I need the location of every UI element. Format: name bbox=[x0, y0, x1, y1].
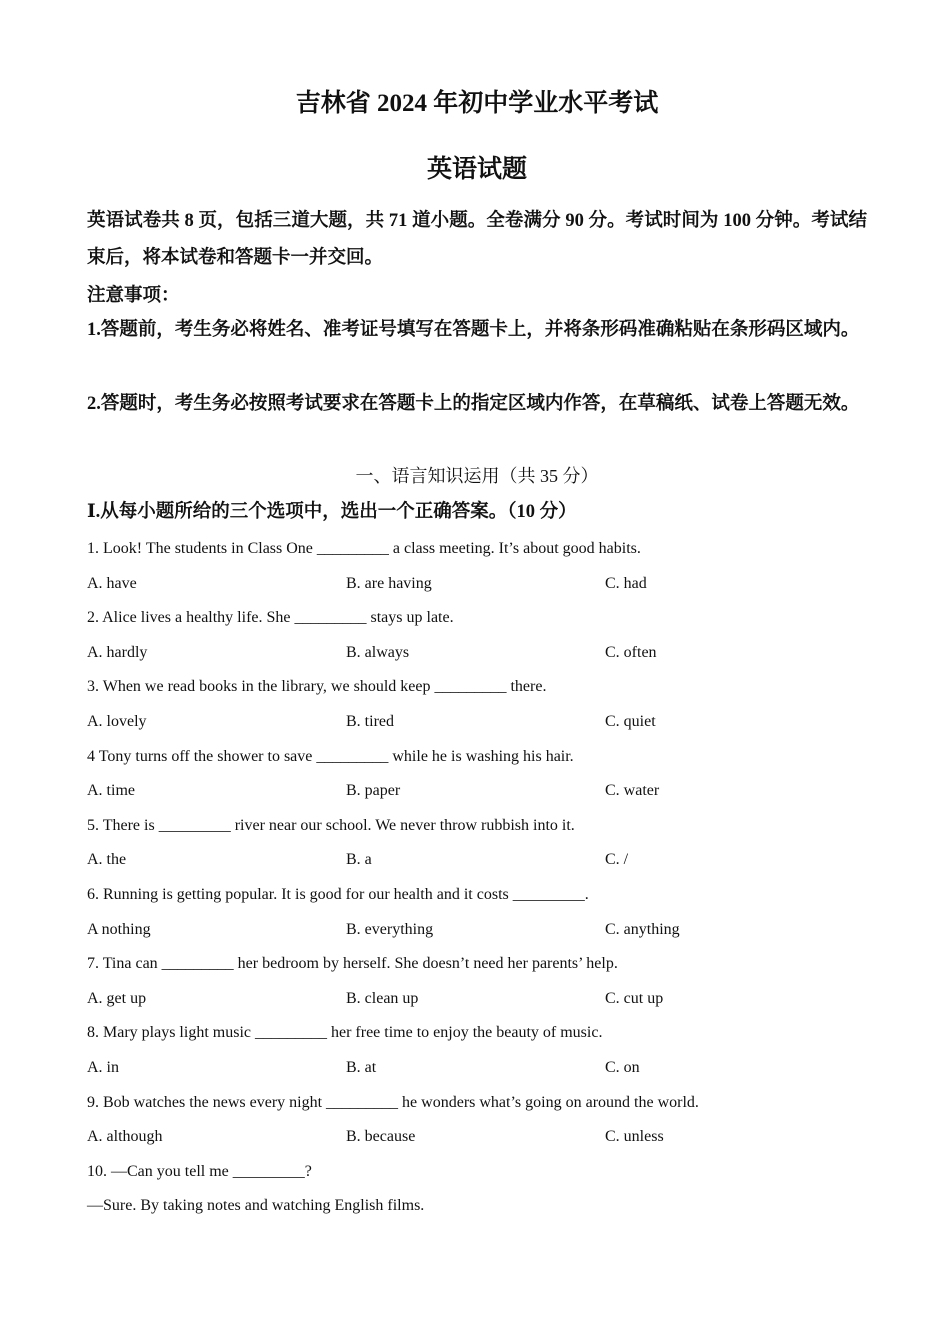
question-stem: 10. —Can you tell me _________? bbox=[87, 1162, 312, 1180]
question-stem: 2. Alice lives a healthy life. She _________ stays up late. bbox=[87, 609, 454, 627]
question-options bbox=[87, 1051, 867, 1086]
option-a: A. lovely bbox=[87, 712, 147, 730]
question-stem: 7. Tina can _________ her bedroom by herself. She doesn’t need her parents’ help. bbox=[87, 955, 618, 973]
question-options bbox=[87, 913, 867, 948]
option-b: B. tired bbox=[346, 712, 394, 730]
question-options bbox=[87, 843, 867, 878]
option-a: A. although bbox=[87, 1128, 163, 1146]
notice-heading: 注意事项： bbox=[87, 286, 180, 306]
question-stem: 6. Running is getting popular. It is good for our health and it costs _________. bbox=[87, 885, 589, 903]
option-a: A nothing bbox=[87, 920, 151, 938]
question-options bbox=[87, 1120, 867, 1155]
option-b: B. are having bbox=[346, 574, 432, 592]
option-c: C. anything bbox=[605, 920, 680, 938]
option-a: A. the bbox=[87, 851, 127, 869]
option-b: B. always bbox=[346, 643, 410, 661]
option-c: C. / bbox=[605, 851, 629, 869]
option-c: C. often bbox=[605, 643, 657, 661]
option-a: A. in bbox=[87, 1058, 119, 1076]
question-list bbox=[87, 532, 867, 1224]
question-options bbox=[87, 705, 867, 740]
question-stem: 1. Look! The students in Class One _________ a class meeting. It’s about good habits. bbox=[87, 540, 641, 557]
option-c: C. had bbox=[605, 574, 647, 592]
part-heading: Ⅰ.从每小题所给的三个选项中，选出一个正确答案。（10 分） bbox=[87, 502, 577, 522]
question-options bbox=[87, 636, 867, 671]
question-stem: 8. Mary plays light music _________ her free time to enjoy the beauty of music. bbox=[87, 1024, 603, 1042]
question-stem: 9. Bob watches the news every night _________ he wonders what’s going on around the world. bbox=[87, 1093, 699, 1111]
dialogue-reply: —Sure. By taking notes and watching English films. bbox=[87, 1197, 425, 1215]
notice-item-2: 2.答题时，考生务必按照考试要求在答题卡上的指定区域内作答，在草稿纸、试卷上答题无效。 bbox=[87, 394, 860, 414]
option-b: B. at bbox=[346, 1058, 377, 1076]
question-stem: 3. When we read books in the library, we should keep _________ there. bbox=[87, 678, 547, 696]
option-a: A. hardly bbox=[87, 643, 148, 661]
question-stem: 5. There is _________ river near our school. We never throw rubbish into it. bbox=[87, 816, 575, 834]
option-c: C. unless bbox=[605, 1128, 664, 1146]
question-stem: 4 Tony turns off the shower to save _________ while he is washing his hair. bbox=[87, 747, 574, 765]
option-a: A. have bbox=[87, 574, 137, 592]
option-c: C. water bbox=[605, 782, 660, 800]
question-options bbox=[87, 982, 867, 1017]
option-b: B. paper bbox=[346, 782, 401, 800]
option-c: C. on bbox=[605, 1058, 640, 1076]
notice-item-1: 1.答题前，考生务必将姓名、准考证号填写在答题卡上，并将条形码准确粘贴在条形码区域内。 bbox=[87, 320, 860, 340]
question-options bbox=[87, 774, 867, 809]
option-b: B. because bbox=[346, 1128, 416, 1146]
page-subtitle: 英语试题 bbox=[426, 156, 527, 183]
option-b: B. clean up bbox=[346, 989, 419, 1007]
option-b: B. a bbox=[346, 851, 372, 869]
option-a: A. time bbox=[87, 782, 135, 800]
option-a: A. get up bbox=[87, 989, 147, 1007]
option-c: C. quiet bbox=[605, 712, 656, 730]
page-title: 吉林省 2024 年初中学业水平考试 bbox=[295, 90, 659, 117]
section-heading: 一、语言知识运用（共 35 分） bbox=[355, 466, 599, 486]
question-options bbox=[87, 567, 867, 602]
option-b: B. everything bbox=[346, 920, 434, 938]
option-c: C. cut up bbox=[605, 989, 664, 1007]
exam-intro: 英语试卷共 8 页，包括三道大题，共 71 道小题。全卷满分 90 分。考试时间为 100 分钟。考试结束后，将本试卷和答题卡一并交回。 bbox=[87, 211, 867, 268]
